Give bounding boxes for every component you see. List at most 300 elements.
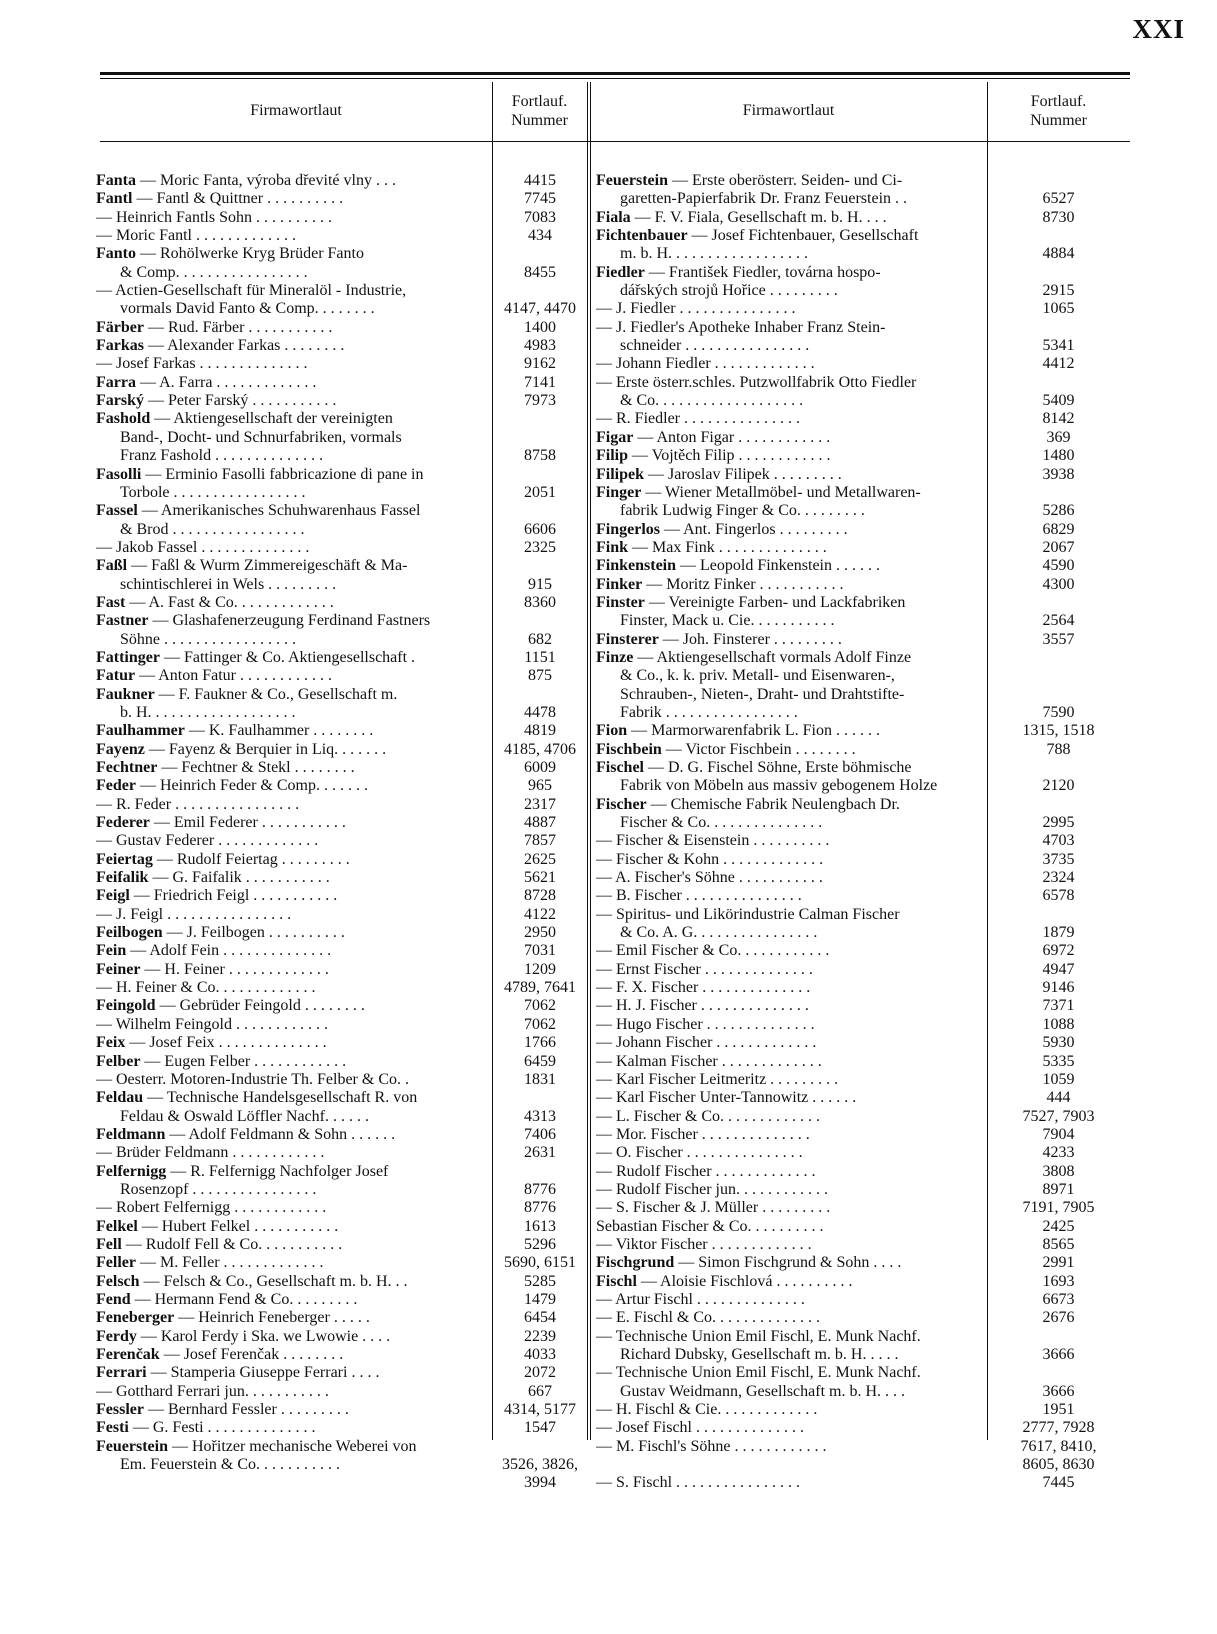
entry-text: — Faßl & Wurm Zimmereigeschäft & Ma- (127, 557, 408, 575)
entry-number: 1315, 1518 (1022, 722, 1095, 740)
entry-text: — Karol Ferdy i Ska. we Lwowie . . . . (136, 1327, 391, 1345)
index-entry (596, 447, 1130, 465)
entry-name (96, 227, 492, 245)
entry-name (96, 466, 492, 484)
index-entry (96, 1309, 588, 1327)
entry-name (596, 227, 987, 245)
entry-number: 5621 (524, 869, 556, 887)
entry-number: 9162 (524, 355, 556, 373)
index-entry (96, 1291, 588, 1309)
entry-name (596, 594, 987, 612)
index-entry (596, 337, 1130, 355)
entry-number: 5285 (524, 1272, 556, 1290)
entry-name (96, 1328, 492, 1346)
index-entry (96, 906, 588, 924)
entry-number: 1479 (524, 1290, 556, 1308)
entry-name (96, 796, 492, 814)
entry-firm-keyword: Fanta (96, 172, 136, 189)
entry-text: dářských strojů Hořice . . . . . . . . . (620, 282, 838, 300)
entry-name (596, 355, 987, 373)
index-entry (596, 906, 1130, 924)
index-entry (596, 484, 1130, 502)
entry-name (96, 906, 492, 924)
entry-name (596, 869, 987, 887)
entry-firm-keyword: Fichtenbauer (596, 227, 688, 245)
entry-name (596, 1383, 987, 1401)
entry-name (596, 484, 987, 502)
entry-text: — R. Feder . . . . . . . . . . . . . . . . (96, 795, 300, 813)
entry-number (987, 667, 1130, 685)
entry-text: — Heinrich Feder & Comp. . . . . . . (135, 777, 368, 795)
entry-name (96, 1034, 492, 1052)
entry-number: 1400 (524, 318, 556, 336)
entry-firm-keyword: Fischgrund (596, 1254, 675, 1272)
index-entry (96, 1071, 588, 1089)
entry-name (96, 337, 492, 355)
entry-text: — Fayenz & Berquier in Liq. . . . . . . (144, 740, 387, 758)
entry-number: 8360 (524, 593, 556, 611)
index-entry (96, 1419, 588, 1437)
entry-name (96, 1309, 492, 1327)
entry-firm-keyword: Finger (596, 483, 642, 501)
entry-name (96, 319, 492, 337)
entry-number: 4819 (524, 722, 556, 740)
entry-firm-keyword: Feilbogen (96, 924, 163, 942)
entry-number: 4478 (524, 703, 556, 721)
entry-name (596, 1328, 987, 1346)
index-entry (596, 594, 1130, 612)
index-entry (596, 686, 1130, 704)
entry-firm-keyword: Filip (596, 447, 629, 465)
entry-text: — Brüder Feldmann . . . . . . . . . . . . (96, 1144, 325, 1162)
entry-number: 2995 (1042, 814, 1075, 832)
entry-name (96, 1346, 492, 1364)
index-entry (596, 1474, 1130, 1492)
index-entry (596, 1218, 1130, 1236)
entry-firm-keyword: Fischbein (596, 740, 662, 758)
entry-text: — Josef Ferenčak . . . . . . . . (159, 1346, 344, 1363)
index-entry (596, 1383, 1130, 1401)
index-entry (596, 410, 1130, 428)
entry-text: — Fattinger & Co. Aktiengesellschaft . (159, 648, 416, 666)
entry-firm-keyword: Feneberger (96, 1309, 175, 1327)
entry-text: — Jakob Fassel . . . . . . . . . . . . . . (96, 538, 310, 556)
entry-number: 8776 (524, 1199, 556, 1217)
entry-name (96, 961, 492, 979)
index-entry (596, 1401, 1130, 1419)
index-entry (596, 832, 1130, 850)
entry-name (96, 1108, 492, 1126)
entry-name (596, 1419, 987, 1437)
entry-number: 4590 (1042, 557, 1075, 575)
index-entry (596, 264, 1130, 282)
entry-name (596, 319, 987, 337)
entry-name (96, 1181, 492, 1199)
entry-firm-keyword: Fanto (96, 245, 136, 263)
entry-number (987, 319, 1130, 337)
entry-name (96, 997, 492, 1015)
entry-text: Fischer & Co. . . . . . . . . . . . . . . (620, 814, 823, 832)
entry-firm-keyword: Fatur (96, 667, 136, 685)
header-fortlauf-right: Fortlauf. Nummer (1030, 92, 1087, 129)
entry-name (596, 1016, 987, 1034)
entry-name (96, 264, 492, 282)
entry-firm-keyword: Färber (96, 318, 144, 336)
index-entry (96, 355, 588, 373)
index-entry (96, 1438, 588, 1456)
entry-text: — Rudolf Fischer . . . . . . . . . . . . . (596, 1162, 816, 1180)
index-entry (96, 1383, 588, 1401)
entry-text: — Kalman Fischer . . . . . . . . . . . . . (596, 1052, 822, 1070)
entry-text: — Anton Figar . . . . . . . . . . . . (633, 428, 831, 446)
index-entry (96, 190, 588, 208)
entry-number (987, 906, 1130, 924)
entry-number: 7406 (524, 1125, 556, 1143)
entry-name (96, 777, 492, 795)
entry-text: Fabrik von Möbeln aus massiv gebogenem Holze (620, 777, 938, 795)
entry-name (596, 1218, 987, 1236)
top-rule-thin (100, 78, 1130, 79)
entry-name (96, 410, 492, 428)
entry-firm-keyword: Fell (96, 1235, 122, 1253)
index-entry (96, 631, 588, 649)
entry-firm-keyword: Fassel (96, 502, 138, 520)
entry-number: 6459 (524, 1052, 556, 1070)
index-entry (96, 466, 588, 484)
entry-text: — Vojtěch Filip . . . . . . . . . . . . (628, 447, 831, 465)
index-entry (96, 484, 588, 502)
header-fortlauf-left: Fortlauf. Nummer (511, 92, 568, 129)
entry-name (596, 1053, 987, 1071)
entry-firm-keyword: Fingerlos (596, 520, 660, 538)
entry-text: — Leopold Finkenstein . . . . . . (676, 557, 880, 575)
entry-number: 1151 (524, 648, 556, 666)
entry-name (96, 741, 492, 759)
index-entry (596, 521, 1130, 539)
entry-number: 6009 (524, 759, 556, 776)
index-entry (596, 576, 1130, 594)
entry-number: 2120 (1042, 777, 1075, 795)
index-entry (96, 1108, 588, 1126)
index-entry (596, 1328, 1130, 1346)
index-entry (596, 796, 1130, 814)
entry-number: 2072 (524, 1364, 556, 1382)
index-entry (96, 1364, 588, 1382)
entry-firm-keyword: Feiner (96, 960, 141, 978)
entry-text: — Technische Union Emil Fischl, E. Munk Nachf. (596, 1327, 921, 1345)
entry-number: 2625 (524, 850, 556, 868)
entry-text: — Aktiengesellschaft der vereinigten (150, 410, 393, 428)
entry-name (96, 392, 492, 410)
index-entry (596, 649, 1130, 667)
entry-name (596, 576, 987, 594)
index-entry (96, 337, 588, 355)
entry-firm-keyword: Fattinger (96, 648, 160, 666)
entry-text: Schrauben-, Nieten-, Draht- und Drahtstifte- (620, 685, 905, 703)
entry-firm-keyword: Filipek (596, 465, 645, 483)
entry-name (596, 612, 987, 630)
entry-number: 8730 (1042, 208, 1075, 226)
entry-text: — H. Fischl & Cie. . . . . . . . . . . . . (596, 1401, 818, 1419)
entry-text: Söhne . . . . . . . . . . . . . . . . . (120, 630, 296, 648)
index-entry (96, 1034, 588, 1052)
index-entry (596, 1108, 1130, 1126)
entry-name (96, 722, 492, 740)
entry-name (596, 887, 987, 905)
entry-number: 7745 (524, 190, 556, 208)
entry-name (596, 429, 987, 447)
entry-text: — Hořitzer mechanische Weberei von (167, 1437, 417, 1455)
index-entry (596, 1364, 1130, 1382)
entry-text: — Alexander Farkas . . . . . . . . (144, 337, 345, 355)
entry-text: — Viktor Fischer . . . . . . . . . . . . . (596, 1235, 812, 1253)
index-entry (96, 557, 588, 575)
index-entry (596, 319, 1130, 337)
entry-text: — Glashafenerzeugung Ferdinand Fastners (148, 612, 431, 630)
entry-text: — Fischer & Kohn . . . . . . . . . . . . . (596, 850, 824, 868)
entry-name (96, 502, 492, 520)
entry-number: 6829 (1042, 520, 1075, 538)
entry-firm-keyword: Feldmann (96, 1125, 166, 1143)
entry-text: Feldau & Oswald Löffler Nachf. . . . . . (120, 1107, 369, 1125)
entry-number: 3808 (1042, 1162, 1075, 1180)
entry-name (96, 649, 492, 667)
entry-name (596, 906, 987, 924)
entry-text: — J. Fiedler . . . . . . . . . . . . . . . (596, 300, 796, 318)
index-entry (96, 869, 588, 887)
entry-text: — A. Farra . . . . . . . . . . . . . (135, 373, 317, 391)
index-entry (596, 190, 1130, 208)
index-entry (596, 1309, 1130, 1327)
entry-firm-keyword: Finster (596, 593, 645, 611)
entry-name (96, 1016, 492, 1034)
entry-name (96, 686, 492, 704)
index-entry (596, 869, 1130, 887)
entry-name (596, 979, 987, 997)
entry-number: 5341 (1042, 337, 1075, 355)
index-entry (596, 1126, 1130, 1144)
index-entry (96, 924, 588, 942)
entry-number: 667 (528, 1382, 552, 1400)
entry-text: — A. Fischer's Söhne . . . . . . . . . . . (596, 869, 823, 887)
index-entry (596, 1456, 1130, 1474)
entry-name (596, 410, 987, 428)
index-entry (596, 942, 1130, 960)
left-column (96, 172, 588, 1493)
entry-text: — Moritz Finker . . . . . . . . . . . (642, 575, 844, 593)
entry-number (987, 374, 1130, 392)
entry-number: 1766 (524, 1034, 556, 1052)
entry-name (96, 631, 492, 649)
entry-firm-keyword: Feix (96, 1034, 126, 1052)
index-entry (596, 777, 1130, 795)
index-entry (96, 1163, 588, 1181)
entry-name (596, 1456, 987, 1474)
entry-number (987, 264, 1130, 282)
entry-number: 4887 (524, 814, 556, 832)
entry-name (596, 502, 987, 520)
index-entry (596, 245, 1130, 263)
index-entry (96, 429, 588, 447)
index-entry (96, 961, 588, 979)
entry-number: 7527, 7903 (1022, 1107, 1095, 1125)
entry-number: 6606 (524, 520, 556, 538)
entry-number (987, 172, 1130, 190)
entry-number: 444 (1046, 1089, 1071, 1107)
index-entry (596, 502, 1130, 520)
index-entry (96, 1199, 588, 1217)
entry-name (96, 1089, 492, 1107)
entry-number: 4122 (524, 905, 556, 923)
entry-text: — Johann Fischer . . . . . . . . . . . . . (596, 1034, 817, 1052)
index-entry (596, 1053, 1130, 1071)
index-entry (596, 172, 1130, 190)
index-entry (96, 1089, 588, 1107)
index-entry (596, 1419, 1130, 1437)
index-entry (96, 1401, 588, 1419)
entry-firm-keyword: Fink (596, 538, 629, 556)
index-entry (596, 392, 1130, 410)
entry-firm-keyword: Feldau (96, 1089, 144, 1107)
entry-text: — Peter Farský . . . . . . . . . . . (144, 392, 337, 410)
index-entry (96, 1254, 588, 1272)
entry-number: 434 (528, 227, 552, 245)
entry-number: 2425 (1042, 1217, 1075, 1235)
index-entry (96, 521, 588, 539)
entry-number: 5930 (1042, 1034, 1075, 1052)
entry-name (596, 961, 987, 979)
entry-name (96, 429, 492, 447)
entry-number (987, 484, 1130, 502)
entry-number: 3994 (524, 1474, 556, 1492)
entry-text: — K. Faulhammer . . . . . . . . (184, 722, 374, 740)
entry-firm-keyword: Fion (596, 722, 628, 740)
index-entry (596, 722, 1130, 740)
entry-name (596, 1163, 987, 1181)
entry-name (96, 887, 492, 905)
entry-text: — Eugen Felber . . . . . . . . . . . . (140, 1052, 347, 1070)
entry-number: 4947 (1042, 960, 1075, 978)
entry-text: — Simon Fischgrund & Sohn . . . . (674, 1254, 902, 1272)
index-entry (596, 612, 1130, 630)
entry-firm-keyword: Figar (596, 428, 634, 446)
entry-text: m. b. H. . . . . . . . . . . . . . . . . . (620, 245, 808, 263)
entry-firm-keyword: Felber (96, 1052, 141, 1070)
entry-text: — Erminio Fasolli fabbricazione di pane in (141, 465, 424, 483)
entry-text: — Heinrich Feneberger . . . . . (174, 1309, 370, 1327)
entry-number: 4313 (524, 1107, 556, 1125)
index-entry (96, 264, 588, 282)
entry-name (596, 722, 987, 740)
entry-name (96, 557, 492, 575)
entry-text: — H. Feiner . . . . . . . . . . . . . (140, 960, 329, 978)
entry-text: — H. J. Fischer . . . . . . . . . . . . . . (596, 997, 809, 1015)
entry-firm-keyword: Felkel (96, 1217, 138, 1235)
entry-number: 8728 (524, 887, 556, 905)
entry-number (492, 429, 588, 447)
entry-number: 6673 (1042, 1290, 1075, 1308)
entry-text: — Aloisie Fischlová . . . . . . . . . . (636, 1272, 853, 1290)
entry-text: — Ernst Fischer . . . . . . . . . . . . . . (596, 960, 813, 978)
entry-text: & Co., k. k. priv. Metall- und Eisenwaren-, (620, 667, 895, 685)
index-entry (596, 1273, 1130, 1291)
entry-firm-keyword: Fein (96, 942, 127, 960)
entry-firm-keyword: Felfernigg (96, 1162, 167, 1180)
entry-number: 7083 (524, 208, 556, 226)
header-rule (100, 141, 1130, 142)
entry-name (596, 337, 987, 355)
index-entry (96, 686, 588, 704)
entry-firm-keyword: Fiala (596, 208, 631, 226)
entry-number: 4314, 5177 (504, 1401, 576, 1419)
index-entry (96, 997, 588, 1015)
entry-number (987, 594, 1130, 612)
entry-firm-keyword: Fischl (596, 1272, 637, 1290)
entry-name (596, 392, 987, 410)
entry-name (596, 631, 987, 649)
entry-number: 7445 (1042, 1474, 1075, 1492)
entry-text: b. H. . . . . . . . . . . . . . . . . . . (120, 703, 296, 721)
index-entry (96, 282, 588, 300)
index-entry (596, 466, 1130, 484)
entry-name (96, 704, 492, 722)
entry-number: 1088 (1042, 1015, 1075, 1033)
entry-text: — Rudolf Feiertag . . . . . . . . . (152, 850, 350, 868)
entry-name (596, 539, 987, 557)
entry-firm-keyword: Feller (96, 1254, 136, 1272)
index-entry (596, 355, 1130, 373)
index-entry (96, 172, 588, 190)
entry-text: — Josef Fischl . . . . . . . . . . . . . . (596, 1419, 804, 1437)
entry-name (596, 796, 987, 814)
entry-number: 5296 (524, 1235, 556, 1253)
entry-name (96, 282, 492, 300)
entry-number: 8971 (1042, 1180, 1075, 1198)
entry-number: 9146 (1042, 979, 1075, 997)
entry-text: — F. V. Fiala, Gesellschaft m. b. H. . . . (630, 208, 887, 226)
entry-number: 1480 (1042, 447, 1075, 465)
entry-firm-keyword: Fashold (96, 410, 151, 428)
entry-name (96, 942, 492, 960)
entry-firm-keyword: Faßl (96, 557, 128, 575)
entry-name (596, 466, 987, 484)
entry-firm-keyword: Fend (96, 1290, 131, 1308)
entry-number: 2239 (524, 1327, 556, 1345)
entry-text: — Emil Federer . . . . . . . . . . . (149, 814, 346, 832)
entry-name (596, 777, 987, 795)
header-firmawortlaut-left: Firmawortlaut (250, 102, 342, 119)
entry-number: 5409 (1042, 392, 1075, 410)
index-entry (596, 741, 1130, 759)
entry-text: — Rud. Färber . . . . . . . . . . . (143, 318, 333, 336)
index-entry (596, 1438, 1130, 1456)
entry-name (596, 1108, 987, 1126)
index-entry (96, 502, 588, 520)
entry-number: 4147, 4470 (504, 300, 576, 318)
entry-number (492, 410, 588, 428)
entry-number: 4703 (1042, 832, 1075, 850)
entry-text: — Artur Fischl . . . . . . . . . . . . . . (596, 1290, 805, 1308)
entry-name (596, 997, 987, 1015)
entry-text: & Co. . . . . . . . . . . . . . . . . . . (620, 392, 804, 410)
entry-name (596, 686, 987, 704)
entry-name (96, 667, 492, 685)
index-entry (596, 1254, 1130, 1272)
entry-name (596, 1291, 987, 1309)
index-entry (96, 1218, 588, 1236)
entry-text: — Vereinigte Farben- und Lackfabriken (644, 593, 906, 611)
entry-text: — František Fiedler, továrna hospo- (644, 263, 881, 281)
